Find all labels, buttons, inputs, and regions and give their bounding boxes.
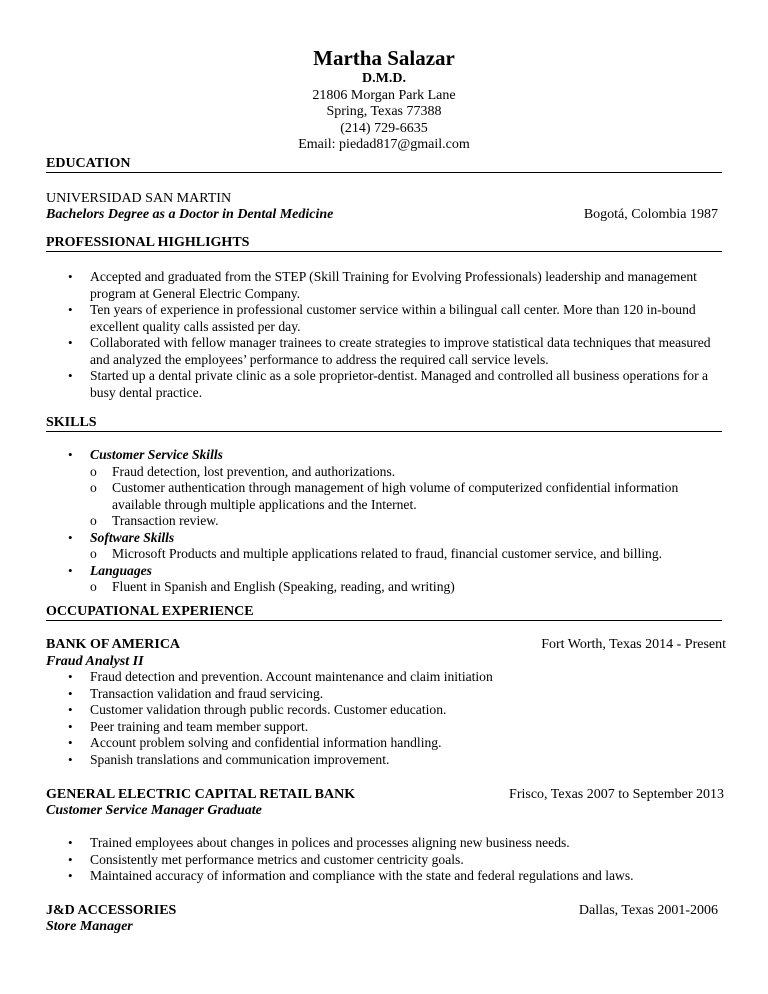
highlight-text: • Collaborated with fellow manager trainees to create strategies to improve statistical data techniques that measured <box>90 335 711 350</box>
highlight-text: • Ten years of experience in professional customer service within a bilingual call center. More than 120 in-bound <box>90 302 696 317</box>
highlight-text: excellent quality calls assisted per day. <box>90 318 301 334</box>
skills-list <box>46 447 736 596</box>
skill-group-title: • Customer Service Skills <box>90 447 223 462</box>
job-duties-list <box>46 669 736 768</box>
job-location: Fort Worth, Texas 2014 - Present <box>541 637 726 652</box>
email-address: Email: piedad817@gmail.com <box>298 137 470 152</box>
skill-item-text: available through multiple applications and the Internet. <box>112 496 417 512</box>
job-duty: • Fraud detection and prevention. Account maintenance and claim initiation <box>46 669 736 686</box>
highlight-item <box>46 269 736 302</box>
skill-group <box>46 447 736 530</box>
skills-heading: SKILLS <box>46 414 722 432</box>
job-duty: • Spanish translations and communication improvement. <box>46 752 736 769</box>
address-line-2: Spring, Texas 77388 <box>326 104 442 119</box>
job-duty: • Trained employees about changes in polices and processes aligning new business needs. <box>46 835 736 852</box>
highlights-heading: PROFESSIONAL HIGHLIGHTS <box>46 234 722 252</box>
degree-title: D.M.D. <box>362 71 406 86</box>
education-degree-row <box>46 206 722 223</box>
highlight-text: • Started up a dental private clinic as a sole proprietor-dentist. Managed and controlled all business operations for a <box>90 368 709 383</box>
skill-item <box>90 464 736 481</box>
highlight-text: program at General Electric Company. <box>90 285 301 301</box>
job-header-1 <box>46 636 726 653</box>
skill-item-text: o Fluent in Spanish and English (Speaking, reading, and writing) <box>112 579 455 594</box>
skill-item <box>90 546 736 563</box>
address-line-1: 21806 Morgan Park Lane <box>312 87 456 103</box>
skill-item-text: o Transaction review. <box>112 513 219 528</box>
job-header-3 <box>46 902 722 919</box>
job-location: Frisco, Texas 2007 to September 2013 <box>509 787 724 802</box>
skill-group-title: • Software Skills <box>90 529 175 545</box>
job-duty: • Peer training and team member support. <box>46 719 736 736</box>
job-company: J&D ACCESSORIES <box>46 903 177 918</box>
job-duty: • Consistently met performance metrics and customer centricity goals. <box>46 852 736 869</box>
education-heading: EDUCATION <box>46 155 722 173</box>
education-location: Bogotá, Colombia 1987 <box>583 207 718 222</box>
job-duty: • Maintained accuracy of information and compliance with the state and federal regulations and laws. <box>46 868 736 885</box>
skill-item <box>90 513 736 530</box>
job-company: GENERAL ELECTRIC CAPITAL RETAIL BANK <box>46 787 356 802</box>
skill-group-title: • Languages <box>90 562 152 578</box>
job-title: Customer Service Manager Graduate <box>46 803 262 818</box>
job-title: Store Manager <box>46 919 133 934</box>
skill-group <box>46 563 736 596</box>
highlight-text: and analyzed the employees’ performance to address the required call service levels. <box>90 351 549 367</box>
skill-item-text: o Microsoft Products and multiple applications related to fraud, financial customer service, and billing. <box>112 546 663 561</box>
job-header-2 <box>46 786 722 803</box>
highlight-text: • Accepted and graduated from the STEP (Skill Training for Evolving Professionals) leadership and management <box>90 269 697 284</box>
skill-item <box>90 480 736 513</box>
job-location: Dallas, Texas 2001-2006 <box>578 903 718 918</box>
candidate-name: Martha Salazar <box>313 46 455 70</box>
highlights-list <box>46 269 736 401</box>
job-duties-list <box>46 835 736 885</box>
education-degree: Bachelors Degree as a Doctor in Dental Medicine <box>46 207 334 222</box>
resume-header <box>0 46 768 154</box>
skill-item-text: o Fraud detection, lost prevention, and authorizations. <box>112 463 396 479</box>
phone-number: (214) 729-6635 <box>340 120 428 136</box>
job-duty: • Transaction validation and fraud servicing. <box>46 686 736 703</box>
job-title: Fraud Analyst II <box>46 654 144 669</box>
job-duty: • Account problem solving and confidential information handling. <box>46 735 736 752</box>
highlight-item <box>46 368 736 401</box>
skill-item <box>90 579 736 596</box>
highlight-item <box>46 335 736 368</box>
skill-group <box>46 530 736 563</box>
job-duty: • Customer validation through public records. Customer education. <box>46 702 736 719</box>
job-company: BANK OF AMERICA <box>46 637 181 652</box>
highlight-item <box>46 302 736 335</box>
skill-item-text: o Customer authentication through management of high volume of computerized confidential information <box>112 480 679 495</box>
experience-heading: OCCUPATIONAL EXPERIENCE <box>46 603 722 621</box>
education-school: UNIVERSIDAD SAN MARTIN <box>46 191 232 206</box>
highlight-text: busy dental practice. <box>90 384 203 400</box>
